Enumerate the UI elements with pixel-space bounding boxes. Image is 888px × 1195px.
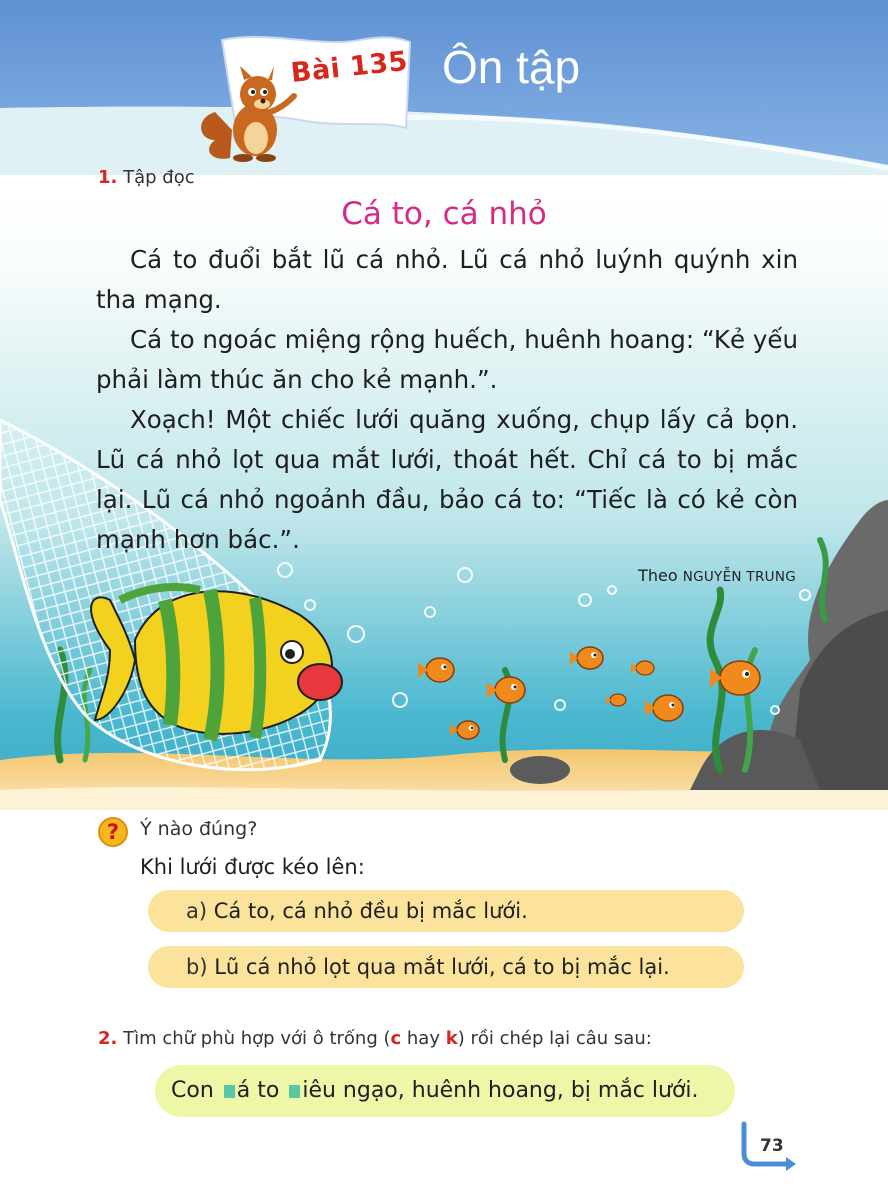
answer-option-a[interactable] — [148, 890, 744, 932]
task-2-number: 2. — [98, 1028, 118, 1049]
sentence-part-1: Con — [171, 1078, 221, 1103]
option-text: Lũ cá nhỏ lọt qua mắt lưới, cá to bị mắc lại. — [214, 955, 670, 979]
blank-box-1[interactable] — [224, 1085, 235, 1098]
sentence-part-3: iêu ngạo, huênh hoang, bị mắc lưới. — [302, 1078, 699, 1103]
story-paragraph-2: Cá to ngoác miệng rộng huếch, huênh hoang: “Kẻ yếu phải làm thúc ăn cho kẻ mạnh.”. — [96, 325, 798, 394]
option-letter: b) — [186, 955, 208, 979]
letter-k: k — [445, 1028, 458, 1049]
section-1-heading — [98, 167, 195, 188]
option-letter: a) — [186, 899, 208, 923]
sentence-part-2: á to — [236, 1078, 287, 1103]
story-paragraph-3: Xoạch! Một chiếc lưới quăng xuống, chụp lấy cả bọn. Lũ cá nhỏ lọt qua mắt lưới, thoát hết. Chỉ cá to bị mắc lại. Lũ cá nhỏ ngoảnh đầu, bảo cá to: “Tiếc là có kẻ còn mạnh hơn bác.”. — [96, 405, 798, 554]
letter-c: c — [390, 1028, 402, 1049]
story-title: Cá to, cá nhỏ — [341, 196, 547, 232]
task-2-text-after: ) rồi chép lại câu sau: — [457, 1028, 652, 1049]
section-1-label: Tập đọc — [123, 167, 195, 188]
question-prompt: Ý nào đúng? — [140, 818, 258, 840]
author-prefix: Theo — [638, 566, 678, 585]
story-paragraph-1: Cá to đuổi bắt lũ cá nhỏ. Lũ cá nhỏ luýnh quýnh xin tha mạng. — [96, 245, 798, 314]
lesson-title: Ôn tập — [442, 41, 581, 93]
option-text: Cá to, cá nhỏ đều bị mắc lưới. — [213, 899, 528, 923]
question-icon: ? — [98, 817, 128, 847]
fill-in-sentence — [155, 1065, 735, 1117]
task-2-instruction — [98, 1028, 652, 1049]
blank-box-2[interactable] — [289, 1085, 300, 1098]
author-name: NGUYỄN TRUNG — [682, 569, 796, 585]
task-2-text-before: Tìm chữ phù hợp với ô trống ( — [123, 1028, 391, 1049]
section-1-number: 1. — [98, 167, 118, 188]
page-number: 73 — [760, 1136, 784, 1156]
task-2-text-mid: hay — [401, 1028, 446, 1049]
answer-option-b[interactable] — [148, 946, 744, 988]
story-text — [96, 240, 798, 560]
question-stem: Khi lưới được kéo lên: — [140, 855, 365, 879]
lesson-number: Bài 135 — [289, 45, 410, 89]
author-credit — [638, 566, 796, 585]
